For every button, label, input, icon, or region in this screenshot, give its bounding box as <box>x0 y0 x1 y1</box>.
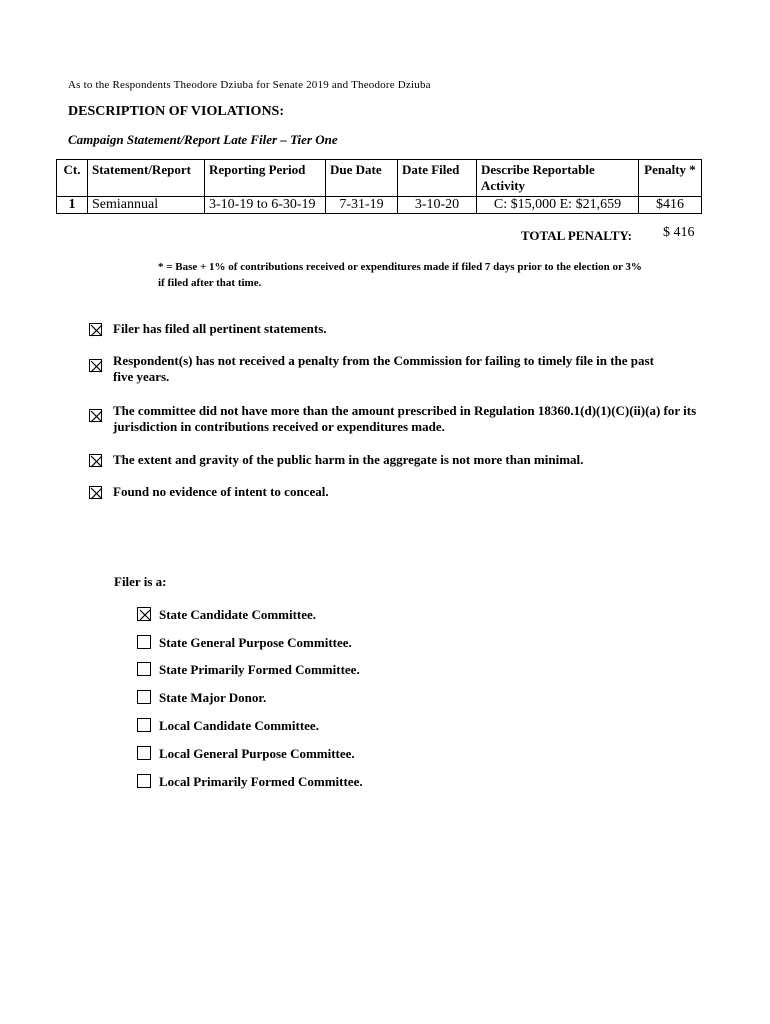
cell-count: 1 <box>57 197 88 214</box>
cell-due-date: 7-31-19 <box>326 197 398 214</box>
cell-activity: C: $15,000 E: $21,659 <box>477 197 639 214</box>
filer-type-text: Local General Purpose Committee. <box>159 746 355 761</box>
cell-statement: Semiannual <box>88 197 205 214</box>
column-header-due-date: Due Date <box>326 160 398 197</box>
check-x-icon <box>90 410 103 423</box>
filer-type-label: Filer is a: <box>114 574 167 589</box>
filer-type-text: State Primarily Formed Committee. <box>159 662 360 677</box>
criterion-text: The extent and gravity of the public harm in the aggregate is not more than minimal. <box>113 452 584 467</box>
criterion-checkbox[interactable] <box>89 409 102 422</box>
check-x-icon <box>90 324 103 337</box>
filer-type-checkbox[interactable] <box>137 718 151 732</box>
filer-type-text: State Candidate Committee. <box>159 607 317 622</box>
check-x-icon <box>90 455 103 468</box>
criterion-text: Respondent(s) has not received a penalty from the Commission for failing to timely file in the past five years. <box>113 353 654 384</box>
column-header-activity: Describe Reportable Activity <box>477 160 639 197</box>
filer-type-text: Local Candidate Committee. <box>159 718 319 733</box>
column-header-reporting-period: Reporting Period <box>205 160 326 197</box>
cell-penalty: $416 <box>639 197 702 214</box>
filer-type-checkbox[interactable] <box>137 635 151 649</box>
filer-type-text: Local Primarily Formed Committee. <box>159 774 363 789</box>
filer-type-checkbox[interactable] <box>137 662 151 676</box>
check-x-icon <box>90 487 103 500</box>
column-header-penalty: Penalty * <box>639 160 702 197</box>
cell-reporting-period: 3-10-19 to 6-30-19 <box>205 197 326 214</box>
criterion-checkbox[interactable] <box>89 359 102 372</box>
total-penalty-value: $ 416 <box>663 225 695 240</box>
criterion-text: Filer has filed all pertinent statements. <box>113 321 327 336</box>
filer-type-checkbox[interactable] <box>137 690 151 704</box>
criterion-checkbox[interactable] <box>89 454 102 467</box>
filer-type-checkbox[interactable] <box>137 746 151 760</box>
filer-type-text: State Major Donor. <box>159 690 267 705</box>
table-header-row <box>57 160 702 197</box>
column-header-date-filed: Date Filed <box>398 160 477 197</box>
total-penalty-label: TOTAL PENALTY: <box>521 228 632 243</box>
criterion-checkbox[interactable] <box>89 486 102 499</box>
respondents-line: As to the Respondents Theodore Dziuba for Senate 2019 and Theodore Dziuba <box>68 79 431 91</box>
penalty-footnote: * = Base + 1% of contributions received or expenditures made if filed 7 days prior to the election or 3% if filed after that time. <box>158 261 642 289</box>
check-x-icon <box>138 608 152 622</box>
filer-type-checkbox[interactable] <box>137 607 151 621</box>
cell-date-filed: 3-10-20 <box>398 197 477 214</box>
column-header-statement: Statement/Report <box>88 160 205 197</box>
criterion-checkbox[interactable] <box>89 323 102 336</box>
table-row <box>57 197 702 214</box>
criterion-text: The committee did not have more than the amount prescribed in Regulation 18360.1(d)(1)(C)(ii)(a) for its jurisdiction in contributions received or expenditures made. <box>113 403 697 434</box>
column-header-count: Ct. <box>57 160 88 197</box>
violations-heading: DESCRIPTION OF VIOLATIONS: <box>68 104 285 119</box>
check-x-icon <box>90 360 103 373</box>
violation-category: Campaign Statement/Report Late Filer – Tier One <box>68 132 338 147</box>
criterion-text: Found no evidence of intent to conceal. <box>113 484 329 499</box>
filer-type-checkbox[interactable] <box>137 774 151 788</box>
filer-type-text: State General Purpose Committee. <box>159 635 352 650</box>
violations-table <box>56 159 702 214</box>
